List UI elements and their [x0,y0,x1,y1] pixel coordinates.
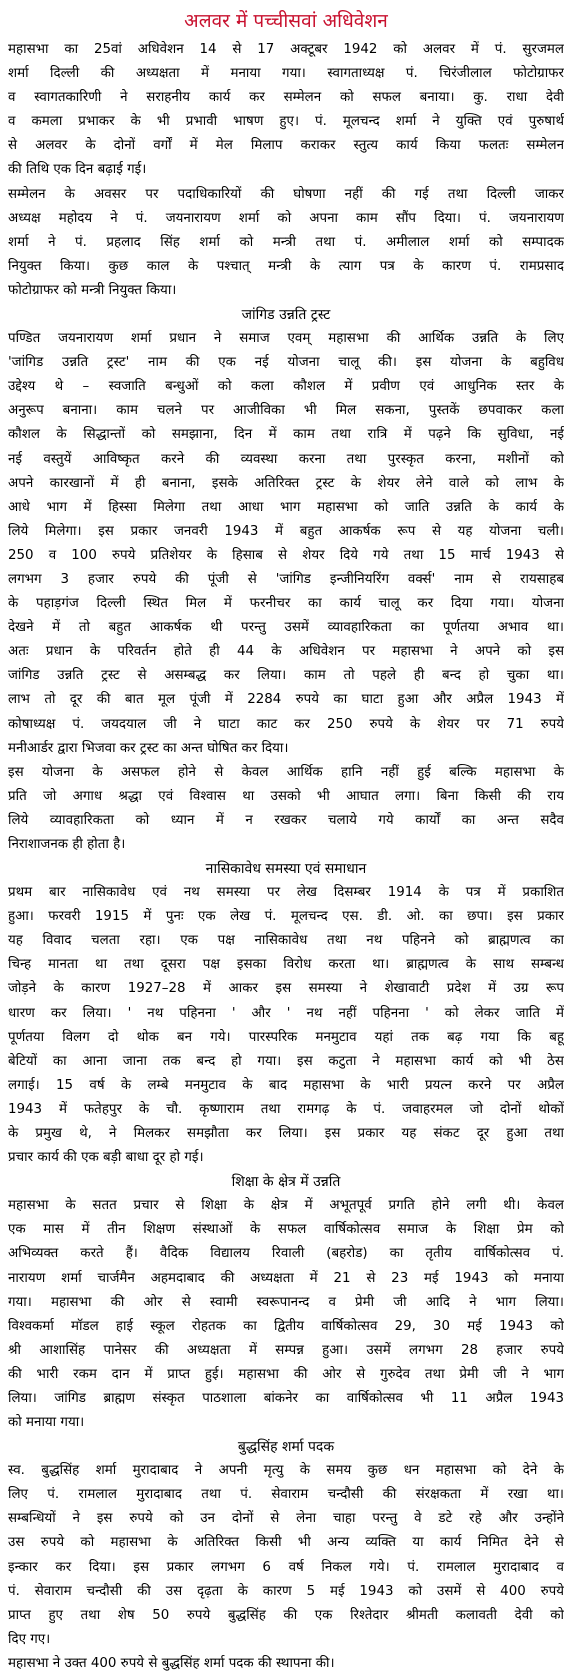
text-line: सम्मेलन के अवसर पर पदाधिकारियों की घोषणा नहीं की गई तथा दिल्ली जाकर [8,186,564,202]
text-line: फोटोग्राफर को मन्त्री नियुक्त किया। [8,282,177,298]
paragraph [8,327,564,761]
document-body [8,38,564,1676]
text-line: प्रचार कार्य की एक बड़ी बाधा दूर हो गई। [8,1150,204,1166]
paragraph [8,1194,564,1435]
text-line: की भारी रकम दान में प्राप्त हुई। महासभा की ओर से गुरुदेव तथा प्रेमी जी ने भाग [8,1366,564,1382]
text-line: प्रथम बार नासिकावेध एवं नथ समस्या पर लेख दिसम्बर 1914 के पत्र में प्रकाशित [8,885,564,901]
text-line: जांगिड उन्नति ट्रस्ट से असम्बद्ध कर लिया। काम तो पहले ही बन्द हो चुका था। [8,668,564,684]
text-line: 'जांगिड उन्नति ट्रस्ट' नाम की एक नई योजना चालू की। इस योजना के बहुविध [8,355,564,371]
text-line: दिए गए। [8,1631,51,1647]
text-line: नई वस्तुयें आविष्कृत करने की व्यवस्था करना तथा पुरस्कृत करना, मशीनों को [8,451,564,467]
text-line: देखने में तो बहुत आकर्षक थी परन्तु उसमें व्यावहारिकता का पूर्णतया अभाव था। [8,620,564,636]
text-line: लिए पं. रामलाल मुरादाबाद तथा पं. सेवाराम चन्दौसी की संरक्षकता में रखा था। [8,1487,564,1503]
text-line: पं. सेवाराम चन्दौसी की उस दृढ़ता के कारण 5 मई 1943 को उसमें से 400 रुपये [8,1583,564,1599]
section-heading: बुद्धसिंह शर्मा पदक [237,1439,335,1456]
text-line: एक मास में तीन शिक्षण संस्थाओं के सफल वार्षिकोत्सव समाज के शिक्षा प्रेम को [8,1222,564,1238]
section [8,303,564,857]
section-heading: जांगिड उन्नति ट्रस्ट [241,307,331,324]
section-heading: नासिकावेध समस्या एवं समाधान [205,861,367,878]
text-line: हुआ। फरवरी 1915 में पुनः एक लेख पं. मूलचन्द एस. डी. ओ. का छपा। इस प्रकार [8,909,564,925]
paragraph [8,38,564,183]
text-line: स्व. बुद्धसिंह शर्मा मुरादाबाद ने अपनी मृत्यु के समय कुछ धन महासभा को देने के [8,1463,564,1479]
text-line: को मनाया गया। [8,1415,85,1431]
text-line: गया। महासभा की ओर से स्वामी स्वरूपानन्द व प्रेमी जी आदि ने भाग लिया। [8,1294,564,1310]
text-line: महासभा के सतत प्रचार से शिक्षा के क्षेत्र में अभूतपूर्व प्रगति होने लगी थी। केवल [8,1198,564,1214]
text-line: आधे भाग में हिस्सा मिलेगा तथा आधा भाग महासभा को जाति उन्नति के कार्य के [8,499,564,515]
text-line: 1943 में फतेहपुर के चौ. कृष्णाराम तथा रामगढ़ के पं. जवाहरमल जो दोनों थोकों [8,1101,564,1117]
text-line: प्राप्त हुए तथा शेष 50 रुपये बुद्धसिंह की एक रिश्तेदार श्रीमती कलावती देवी को [8,1607,564,1623]
text-line: लगाई। 15 वर्ष के लम्बे मनमुटाव के बाद महासभा के भारी प्रयत्न करने पर अप्रैल [8,1077,564,1093]
text-line: के पहाड़गंज दिल्ली स्थित मिल में फरनीचर का कार्य चालू कर दिया गया। योजना [8,596,564,612]
text-line: अध्यक्ष महोदय ने पं. जयनारायण शर्मा को अपना काम सौंप दिया। पं. जयनारायण [8,210,564,226]
text-line: इन्कार कर दिया। इस प्रकार लगभग 6 वर्ष निकल गये। पं. रामलाल मुरादाबाद व [8,1559,564,1575]
text-line: अनुरूप बनाना। काम चलने पर आजीविका भी मिल सकना, पुस्तकें छपवाकर कला [8,403,564,419]
section [8,857,564,1170]
text-line: धारण कर लिया। ' नथ पहिनना ' और ' नथ नहीं पहिनना ' को लेकर जाति में [8,1005,564,1021]
text-line: महासभा ने उक्त 400 रुपये से बुद्धसिंह शर्मा पदक की स्थापना की। [8,1655,335,1671]
text-line: नारायण शर्मा चार्जमैन अहमदाबाद की अध्यक्षता में 21 से 23 मई 1943 को मनाया [8,1270,564,1286]
section [8,1170,564,1435]
text-line: शर्मा ने पं. प्रहलाद सिंह शर्मा को मन्त्री तथा पं. अमीलाल शर्मा को सम्पादक [8,234,564,250]
section [8,1435,564,1676]
paragraph [8,183,564,303]
text-line: महासभा का 25वां अधिवेशन 14 से 17 अक्टूबर 1942 को अलवर में पं. सुरजमल [8,42,564,57]
text-line: लिये मिलेगा। इस प्रकार जनवरी 1943 में बहुत आकर्षक रूप से यह योजना चली। [8,523,564,539]
text-line: यह विवाद चलता रहा। एक पक्ष नासिकावेध तथा नथ पहिनने को ब्राह्मणत्व का [8,933,564,949]
text-line: कोषाध्यक्ष पं. जयदयाल जी ने घाटा काट कर 250 रुपये के शेयर पर 71 रुपये [8,716,564,732]
text-line: कौशल के सिद्धान्तों को समझाना, दिन में काम तथा रात्रि में पढ़ने कि सुविधा, नई [8,427,564,443]
text-line: विश्वकर्मा मॉडल हाई स्कूल रोहतक का द्वितीय वार्षिकोत्सव 29, 30 मई 1943 को [8,1318,564,1334]
text-line: नियुक्त किया। कुछ काल के पश्चात् मन्त्री के त्याग पत्र के कारण पं. रामप्रसाद [8,258,564,274]
text-line: अभिव्यक्त करते हैं। वैदिक विद्यालय रिवाली (बहरोड) का तृतीय वार्षिकोत्सव पं. [8,1246,564,1262]
text-line: अपने कारखानों में ही बनाना, इसके अतिरिक्त ट्रस्ट के शेयर लेने वाले को लाभ के [8,475,564,491]
text-line: व स्वागतकारिणी ने सराहनीय कार्य कर सम्मेलन को सफल बनाया। कु. राधा देवी [8,90,564,106]
text-line: की तिथि एक दिन बढ़ाई गई। [8,162,147,178]
text-line: लिये व्यावहारिकता को ध्यान में न रखकर चलाये गये कार्यों का अन्त सदैव [8,812,564,828]
text-line: निराशाजनक ही होता है। [8,837,126,852]
text-line: लगभग 3 हजार रुपये की पूंजी से 'जांगिड इन्जीनियरिंग वर्क्स' नाम से रायसाहब [8,571,564,587]
paragraph [8,761,564,857]
text-line: इस योजना के असफल होने से केवल आर्थिक हानि नहीं हुई बल्कि महासभा के [8,764,564,780]
text-line: उद्देश्य थे – स्वजाति बन्धुओं को कला कौशल में प्रवीण एवं आधुनिक स्तर के [8,379,564,395]
text-line: पण्डित जयनारायण शर्मा प्रधान ने समाज एवम् महासभा की आर्थिक उन्नति के लिए [8,331,564,347]
text-line: पूर्णतया विलग दो थोक बन गये। पारस्परिक मनमुटाव यहां तक बढ़ गया कि बहू [8,1029,564,1045]
paragraph [8,1652,564,1676]
text-line: अतः प्रधान के परिवर्तन होते ही 44 के अधिवेशन पर महासभा ने अपने को इस [8,644,564,660]
text-line: बेटियों का आना जाना तक बन्द हो गया। इस कटुता ने महासभा कार्य को भी ठेस [8,1053,564,1069]
text-line: शर्मा दिल्ली की अध्यक्षता में मनाया गया। स्वागताध्यक्ष पं. चिरंजीलाल फोटोग्राफर [8,66,564,82]
page-title: अलवर में पच्चीसवां अधिवेशन [184,10,388,32]
text-line: मनीआर्डर द्वारा भिजवा कर ट्रस्ट का अन्त घोषित कर दिया। [8,740,289,756]
text-line: उस रुपये को महासभा के अतिरिक्त किसी भी अन्य व्यक्ति या कार्य निमित देने से [8,1535,564,1551]
text-line: से अलवर के दोनों वर्गों में मेल मिलाप कराकर स्तुत्य कार्य किया फलतः सम्मेलन [8,138,564,154]
text-line: चिन्ह मानता था तथा दूसरा पक्ष इसका विरोध करता था। ब्राह्मणत्व के साथ सम्बन्ध [8,957,564,973]
paragraph [8,1459,564,1652]
text-line: के प्रमुख थे, ने मिलकर समझौता कर लिया। इस प्रकार यह संकट दूर हुआ तथा [8,1126,564,1142]
section [8,38,564,303]
section-heading: शिक्षा के क्षेत्र में उन्नति [231,1174,341,1191]
text-line: लाभ तो दूर की बात मूल पूंजी में 2284 रुपये का घाटा हुआ और अप्रैल 1943 में [8,692,564,708]
text-line: लिया। जांगिड ब्राह्मण संस्कृत पाठशाला बांकनेर का वार्षिकोत्सव भी 11 अप्रैल 1943 [8,1390,564,1406]
text-line: व कमला प्रभाकर के भी प्रभावी भाषण हुए। पं. मूलचन्द शर्मा ने युक्ति एवं पुरुषार्थ [8,114,564,130]
text-line: श्री आशासिंह पानेसर की अध्यक्षता में सम्पन्न हुआ। उसमें लगभग 28 हजार रुपये [8,1342,564,1358]
text-line: 250 व 100 रुपये प्रतिशेयर के हिसाब से शेयर दिये गये तथा 15 मार्च 1943 से [8,547,564,563]
text-line: सम्बन्धियों ने इस रुपये को उन दोनों से लेना चाहा परन्तु वे डटे रहे और उन्होंने [8,1511,564,1527]
paragraph [8,881,564,1170]
text-line: जोड़ने के कारण 1927–28 में आकर इस समस्या ने शेखावाटी प्रदेश में उग्र रूप [8,981,564,997]
text-line: प्रति जो अगाध श्रद्धा एवं विश्वास था उसको भी आघात लगा। बिना किसी की राय [8,788,564,804]
